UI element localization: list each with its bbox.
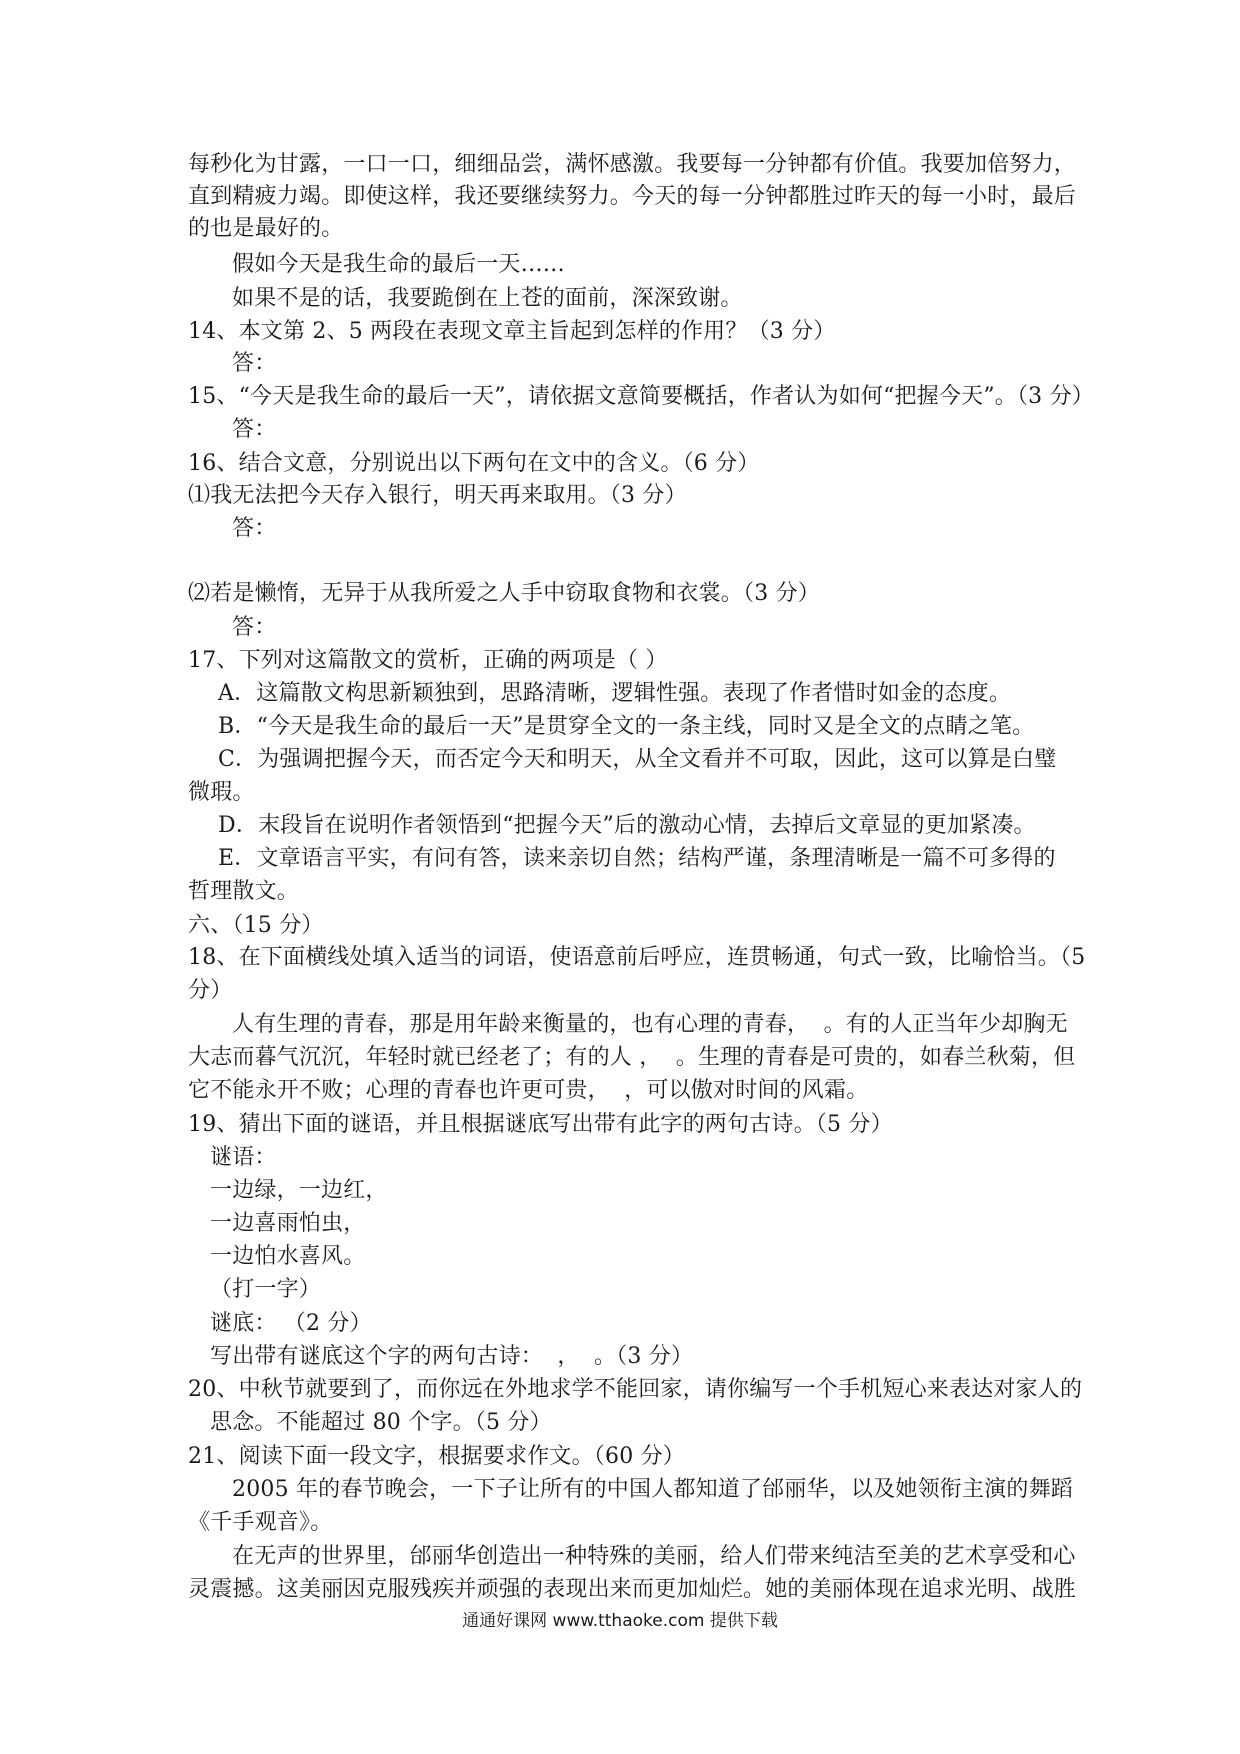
riddle-line: 一边喜雨怕虫， [210, 1211, 366, 1236]
question-14: 14、本文第 2、5 两段在表现文章主旨起到怎样的作用？（3 分） [188, 319, 836, 344]
riddle-answer: 谜底： （2 分） [210, 1311, 372, 1336]
question-19: 19、猜出下面的谜语，并且根据谜底写出带有此字的两句古诗。（5 分） [188, 1112, 893, 1137]
text-line: 每秒化为甘露，一口一口，细细品尝，满怀感激。我要每一分钟都有价值。我要加倍努力， [188, 152, 1077, 177]
sub-question: ⑵若是懒惰，无异于从我所爱之人手中窃取食物和衣裳。（3 分） [188, 581, 820, 606]
text-line: 人有生理的青春，那是用年龄来衡量的，也有心理的青春， 。有的人正当年少却胸无 [232, 1012, 1068, 1037]
text-line: 灵震撼。这美丽因克服残疾并顽强的表现出来而更加灿烂。她的美丽体现在追求光明、战胜 [188, 1577, 1077, 1602]
text-line: 如果不是的话，我要跪倒在上苍的面前，深深致谢。 [232, 286, 743, 311]
question-15: 15、“今天是我生命的最后一天”，请依据文意简要概括，作者认为如何“把握今天”。（3 分） [188, 384, 1094, 409]
text-line: 在无声的世界里，邰丽华创造出一种特殊的美丽，给人们带来纯洁至美的艺术享受和心 [232, 1544, 1076, 1569]
text-line: 微瑕。 [188, 780, 255, 805]
option-e: E．文章语言平实，有问有答，读来亲切自然；结构严谨，条理清晰是一篇不可多得的 [218, 846, 1056, 871]
footer-credit: 通通好课网 www.tthaoke.com 提供下载 [462, 1611, 778, 1631]
question-17: 17、下列对这篇散文的赏析，正确的两项是（ ） [188, 648, 668, 673]
text-line: 的也是最好的。 [188, 216, 344, 241]
text-line: 写出带有谜底这个字的两句古诗： ， 。（3 分） [210, 1344, 694, 1369]
text-line: 思念。不能超过 80 个字。（5 分） [210, 1410, 552, 1435]
answer-label: 答： [232, 516, 277, 541]
option-a: A．这篇散文构思新颖独到，思路清晰，逻辑性强。表现了作者惜时如金的态度。 [218, 681, 1012, 706]
text-line: 2005 年的春节晚会，一下子让所有的中国人都知道了邰丽华，以及她领衔主演的舞蹈 [232, 1477, 1073, 1502]
question-20: 20、中秋节就要到了，而你远在外地求学不能回家，请你编写一个手机短心来表达对家人的 [188, 1377, 1083, 1402]
text-line: 它不能永开不败；心理的青春也许更可贵， ，可以傲对时间的风霜。 [188, 1078, 869, 1103]
text-line: 直到精疲力竭。即使这样，我还要继续努力。今天的每一分钟都胜过昨天的每一小时，最后 [188, 184, 1077, 209]
option-c: C．为强调把握今天，而否定今天和明天，从全文看并不可取，因此，这可以算是白璧 [218, 747, 1057, 772]
option-d: D．末段旨在说明作者领悟到“把握今天”后的激动心情，去掉后文章显的更加紧凑。 [218, 813, 1036, 838]
sub-question: ⑴我无法把今天存入银行，明天再来取用。（3 分） [188, 483, 687, 508]
answer-label: 答： [232, 615, 277, 640]
riddle-label: 谜语： [210, 1145, 277, 1170]
answer-label: 答： [232, 417, 277, 442]
text-line: 假如今天是我生命的最后一天…… [232, 252, 566, 277]
text-line: 大志而暮气沉沉，年轻时就已经老了；有的人 ， 。生理的青春是可贵的，如春兰秋菊，但 [188, 1045, 1076, 1070]
section-heading: 六、（15 分） [188, 913, 324, 938]
riddle-line: 一边绿，一边红， [210, 1178, 388, 1203]
text-line: 哲理散文。 [188, 879, 300, 904]
question-18: 18、在下面横线处填入适当的词语，使语意前后呼应，连贯畅通，句式一致，比喻恰当。（5 [188, 945, 1086, 970]
question-16: 16、结合文意，分别说出以下两句在文中的含义。（6 分） [188, 451, 760, 476]
riddle-hint: （打一字） [210, 1277, 322, 1302]
option-b: B．“今天是我生命的最后一天”是贯穿全文的一条主线，同时又是全文的点睛之笔。 [218, 714, 1035, 739]
text-line: 分） [188, 978, 233, 1003]
question-21: 21、阅读下面一段文字，根据要求作文。（60 分） [188, 1444, 685, 1469]
text-line: 《千手观音》。 [188, 1510, 333, 1535]
riddle-line: 一边怕水喜风。 [210, 1244, 366, 1269]
answer-label: 答： [232, 351, 277, 376]
